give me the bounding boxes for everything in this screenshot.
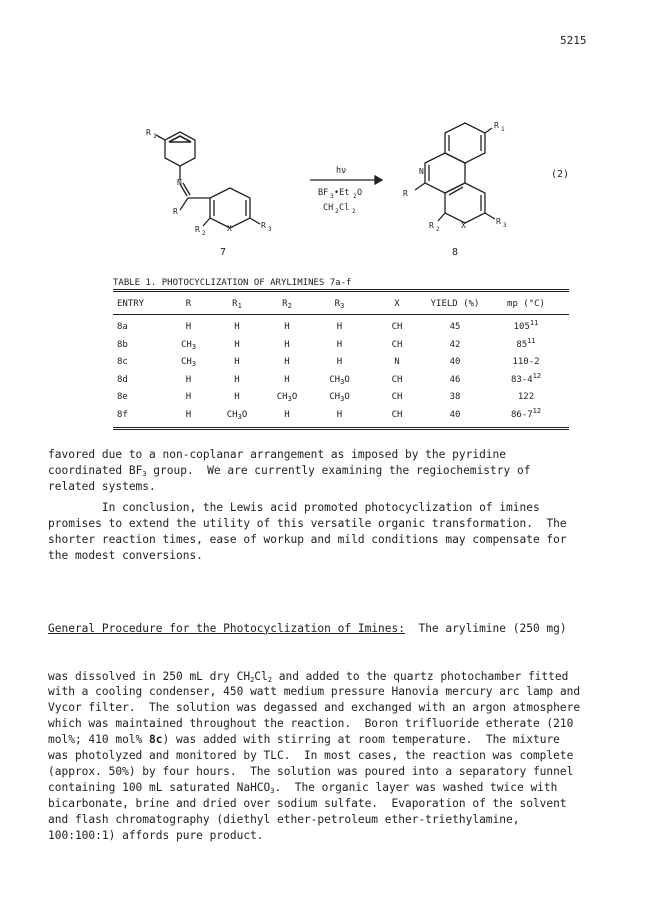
text-line: promises to extend the utility of this versatile organic transformation. The bbox=[48, 516, 567, 530]
table-cell: 8d bbox=[117, 374, 128, 385]
table-cell: H bbox=[185, 322, 192, 333]
text-line: In conclusion, the Lewis acid promoted photocyclization of imines bbox=[48, 501, 540, 514]
svg-text:N: N bbox=[419, 167, 424, 176]
table-cell: N bbox=[394, 357, 400, 368]
table-cell-mp: 122 bbox=[517, 392, 535, 403]
table-row bbox=[113, 407, 569, 425]
table-header-rule bbox=[113, 314, 569, 315]
text-line: which was maintained throughout the reaction. Boron trifluoride etherate (210 bbox=[48, 717, 574, 731]
table-cell-mp: $83-4^{12}$ bbox=[510, 371, 542, 385]
table-cell: 45 bbox=[449, 322, 461, 333]
text-line: 100:100:1) affords pure product. bbox=[48, 828, 264, 842]
svg-text:R: R bbox=[173, 207, 178, 216]
text-line: related systems. bbox=[48, 479, 156, 493]
reaction-scheme bbox=[120, 118, 580, 268]
svg-text:X: X bbox=[461, 221, 466, 230]
text-line: containing 100 mL saturated NaHCO$_3$. The organic layer was washed twice with bbox=[48, 780, 558, 795]
table-cell: H bbox=[284, 374, 290, 385]
svg-text:•Et: •Et bbox=[334, 188, 350, 198]
header-entry: ENTRY bbox=[117, 299, 145, 309]
text-line: with a cooling condenser, 450 watt medium pressure Hanovia mercury arc lamp and bbox=[48, 685, 581, 699]
table-cell: H bbox=[234, 392, 240, 403]
table-row bbox=[113, 389, 569, 407]
text-line: was dissolved in 250 mL dry $CH_2Cl_2$ and added to the quartz photochamber fitted bbox=[48, 669, 569, 684]
table-cell: CH bbox=[391, 322, 403, 333]
table-row bbox=[113, 319, 569, 337]
compound-8-label: 8 bbox=[452, 247, 459, 258]
page-number: 5215 bbox=[560, 34, 587, 47]
table-row bbox=[113, 354, 569, 372]
table-cell: $CH_3$ bbox=[180, 357, 197, 369]
svg-text:2: 2 bbox=[352, 208, 356, 215]
table-cell: $CH_3O$ bbox=[226, 409, 248, 421]
svg-text:BF: BF bbox=[318, 188, 329, 198]
text-line: and flash chromatography (diethyl ether-petroleum ether-triethylamine, bbox=[48, 812, 520, 826]
table-cell: 40 bbox=[449, 409, 461, 420]
table-cell: H bbox=[185, 392, 192, 403]
table-cell: 8e bbox=[117, 392, 128, 403]
left-pyridine-ring bbox=[210, 188, 250, 228]
paragraph-conclusion bbox=[48, 500, 628, 564]
svg-text:2: 2 bbox=[202, 230, 206, 237]
table-cell: H bbox=[284, 339, 290, 350]
svg-text:2: 2 bbox=[335, 208, 339, 215]
text-line: bicarbonate, brine and dried over sodium sulfate. Evaporation of the solvent bbox=[48, 796, 567, 810]
right-middle-ring bbox=[425, 153, 465, 193]
procedure-first-line-rest: The arylimine (250 mg) bbox=[404, 621, 567, 635]
equation-number: (2) bbox=[551, 169, 570, 180]
table-cell: 38 bbox=[449, 392, 461, 403]
svg-text:R: R bbox=[261, 221, 266, 230]
header-yield: YIELD (%) bbox=[430, 299, 480, 309]
table-cell: H bbox=[336, 339, 343, 350]
table-cell: 8b bbox=[117, 339, 128, 350]
text-line: (approx. 50%) by four hours. The solution was poured into a separatory funnel bbox=[48, 764, 574, 778]
table-header bbox=[113, 292, 569, 314]
table-cell: 8f bbox=[117, 409, 128, 420]
table-cell: H bbox=[336, 357, 343, 368]
table-cell: H bbox=[284, 357, 290, 368]
table-cell: 40 bbox=[449, 357, 461, 368]
text-line: mol%; 410 mol% 8c) was added with stirring at room temperature. The mixture bbox=[48, 733, 560, 747]
header-mp: mp (°C) bbox=[507, 299, 545, 309]
table-cell: H bbox=[234, 374, 240, 385]
table-cell: CH bbox=[391, 374, 403, 385]
svg-text:R: R bbox=[496, 217, 501, 226]
svg-text:2: 2 bbox=[353, 193, 357, 200]
paragraph-continuation bbox=[48, 447, 628, 495]
table-cell-mp: $86-7^{12}$ bbox=[510, 406, 542, 420]
svg-text:R: R bbox=[403, 189, 408, 198]
svg-text:1: 1 bbox=[153, 133, 157, 140]
svg-text:R: R bbox=[429, 221, 434, 230]
table-cell: H bbox=[284, 409, 290, 420]
right-pyridine-ring bbox=[445, 183, 485, 223]
general-procedure bbox=[48, 589, 628, 859]
table-cell: H bbox=[185, 409, 192, 420]
table-cell: 46 bbox=[449, 374, 461, 385]
table-cell: $CH_3O$ bbox=[329, 392, 350, 404]
table-cell: H bbox=[336, 409, 343, 420]
header-r1: $R_1$ bbox=[232, 299, 242, 310]
svg-text:1: 1 bbox=[501, 126, 505, 133]
svg-text:N: N bbox=[177, 178, 182, 187]
table-cell: CH bbox=[391, 392, 403, 403]
procedure-heading: General Procedure for the Photocyclization of Imines: bbox=[48, 621, 405, 635]
text-line: Vycor filter. The solution was degassed and exchanged with an argon atmosphere bbox=[48, 701, 581, 715]
text-line: favored due to a non-coplanar arrangement as imposed by the pyridine bbox=[48, 448, 507, 461]
table-cell: $CH_3$ bbox=[180, 339, 197, 351]
table-row bbox=[113, 337, 569, 355]
svg-text:3: 3 bbox=[503, 222, 507, 229]
svg-text:X: X bbox=[227, 224, 232, 233]
table-cell-mp: $85^{11}$ bbox=[516, 336, 536, 350]
header-r: R bbox=[185, 299, 192, 309]
table-cell: H bbox=[336, 322, 343, 333]
table-cell: H bbox=[234, 322, 240, 333]
header-r3: $R_3$ bbox=[334, 299, 345, 310]
table-body bbox=[113, 319, 569, 424]
table-cell: CH bbox=[391, 409, 403, 420]
text-line: shorter reaction times, ease of workup and mild conditions may compensate for bbox=[48, 532, 567, 546]
table-bottom-rule bbox=[113, 427, 569, 430]
procedure-lines bbox=[48, 669, 628, 844]
header-r2: $R_2$ bbox=[282, 299, 292, 310]
text-line: was photolyzed and monitored by TLC. In most cases, the reaction was complete bbox=[48, 749, 574, 763]
svg-text:R: R bbox=[146, 128, 151, 137]
svg-text:3: 3 bbox=[268, 226, 272, 233]
scheme-drawing bbox=[120, 118, 580, 268]
table-cell: $CH_3O$ bbox=[276, 392, 298, 404]
svg-text:R: R bbox=[195, 225, 200, 234]
table-cell: H bbox=[234, 357, 240, 368]
table-cell: 8a bbox=[117, 322, 128, 333]
results-table bbox=[113, 289, 569, 430]
svg-text:Cl: Cl bbox=[339, 203, 350, 213]
table-cell: H bbox=[234, 339, 240, 350]
left-phenyl-ring bbox=[165, 132, 195, 166]
table-cell: H bbox=[284, 322, 290, 333]
table-cell: H bbox=[185, 374, 192, 385]
table-cell: 8c bbox=[117, 357, 128, 368]
svg-text:CH: CH bbox=[323, 203, 334, 213]
svg-text:hν: hν bbox=[336, 166, 347, 176]
svg-text:R: R bbox=[494, 121, 499, 130]
header-x: X bbox=[394, 299, 400, 309]
text-line: coordinated $BF_3$ group. We are currently examining the regiochemistry of bbox=[48, 463, 531, 478]
svg-text:O: O bbox=[357, 188, 363, 198]
compound-7-label: 7 bbox=[220, 247, 227, 258]
svg-text:2: 2 bbox=[436, 226, 440, 233]
text-line: the modest conversions. bbox=[48, 548, 203, 562]
table-cell: CH bbox=[391, 339, 403, 350]
table-cell-mp: 110-2 bbox=[512, 357, 540, 368]
table-caption: TABLE 1. PHOTOCYCLIZATION OF ARYLIMINES 7a-f bbox=[113, 278, 352, 288]
right-phenyl-ring bbox=[445, 123, 485, 163]
table-cell-mp: $105^{11}$ bbox=[513, 319, 539, 333]
procedure-first-line bbox=[48, 621, 628, 637]
svg-text:3: 3 bbox=[330, 193, 334, 200]
table-row bbox=[113, 372, 569, 390]
table-cell: 42 bbox=[449, 339, 461, 350]
table-cell: $CH_3O$ bbox=[329, 374, 350, 386]
